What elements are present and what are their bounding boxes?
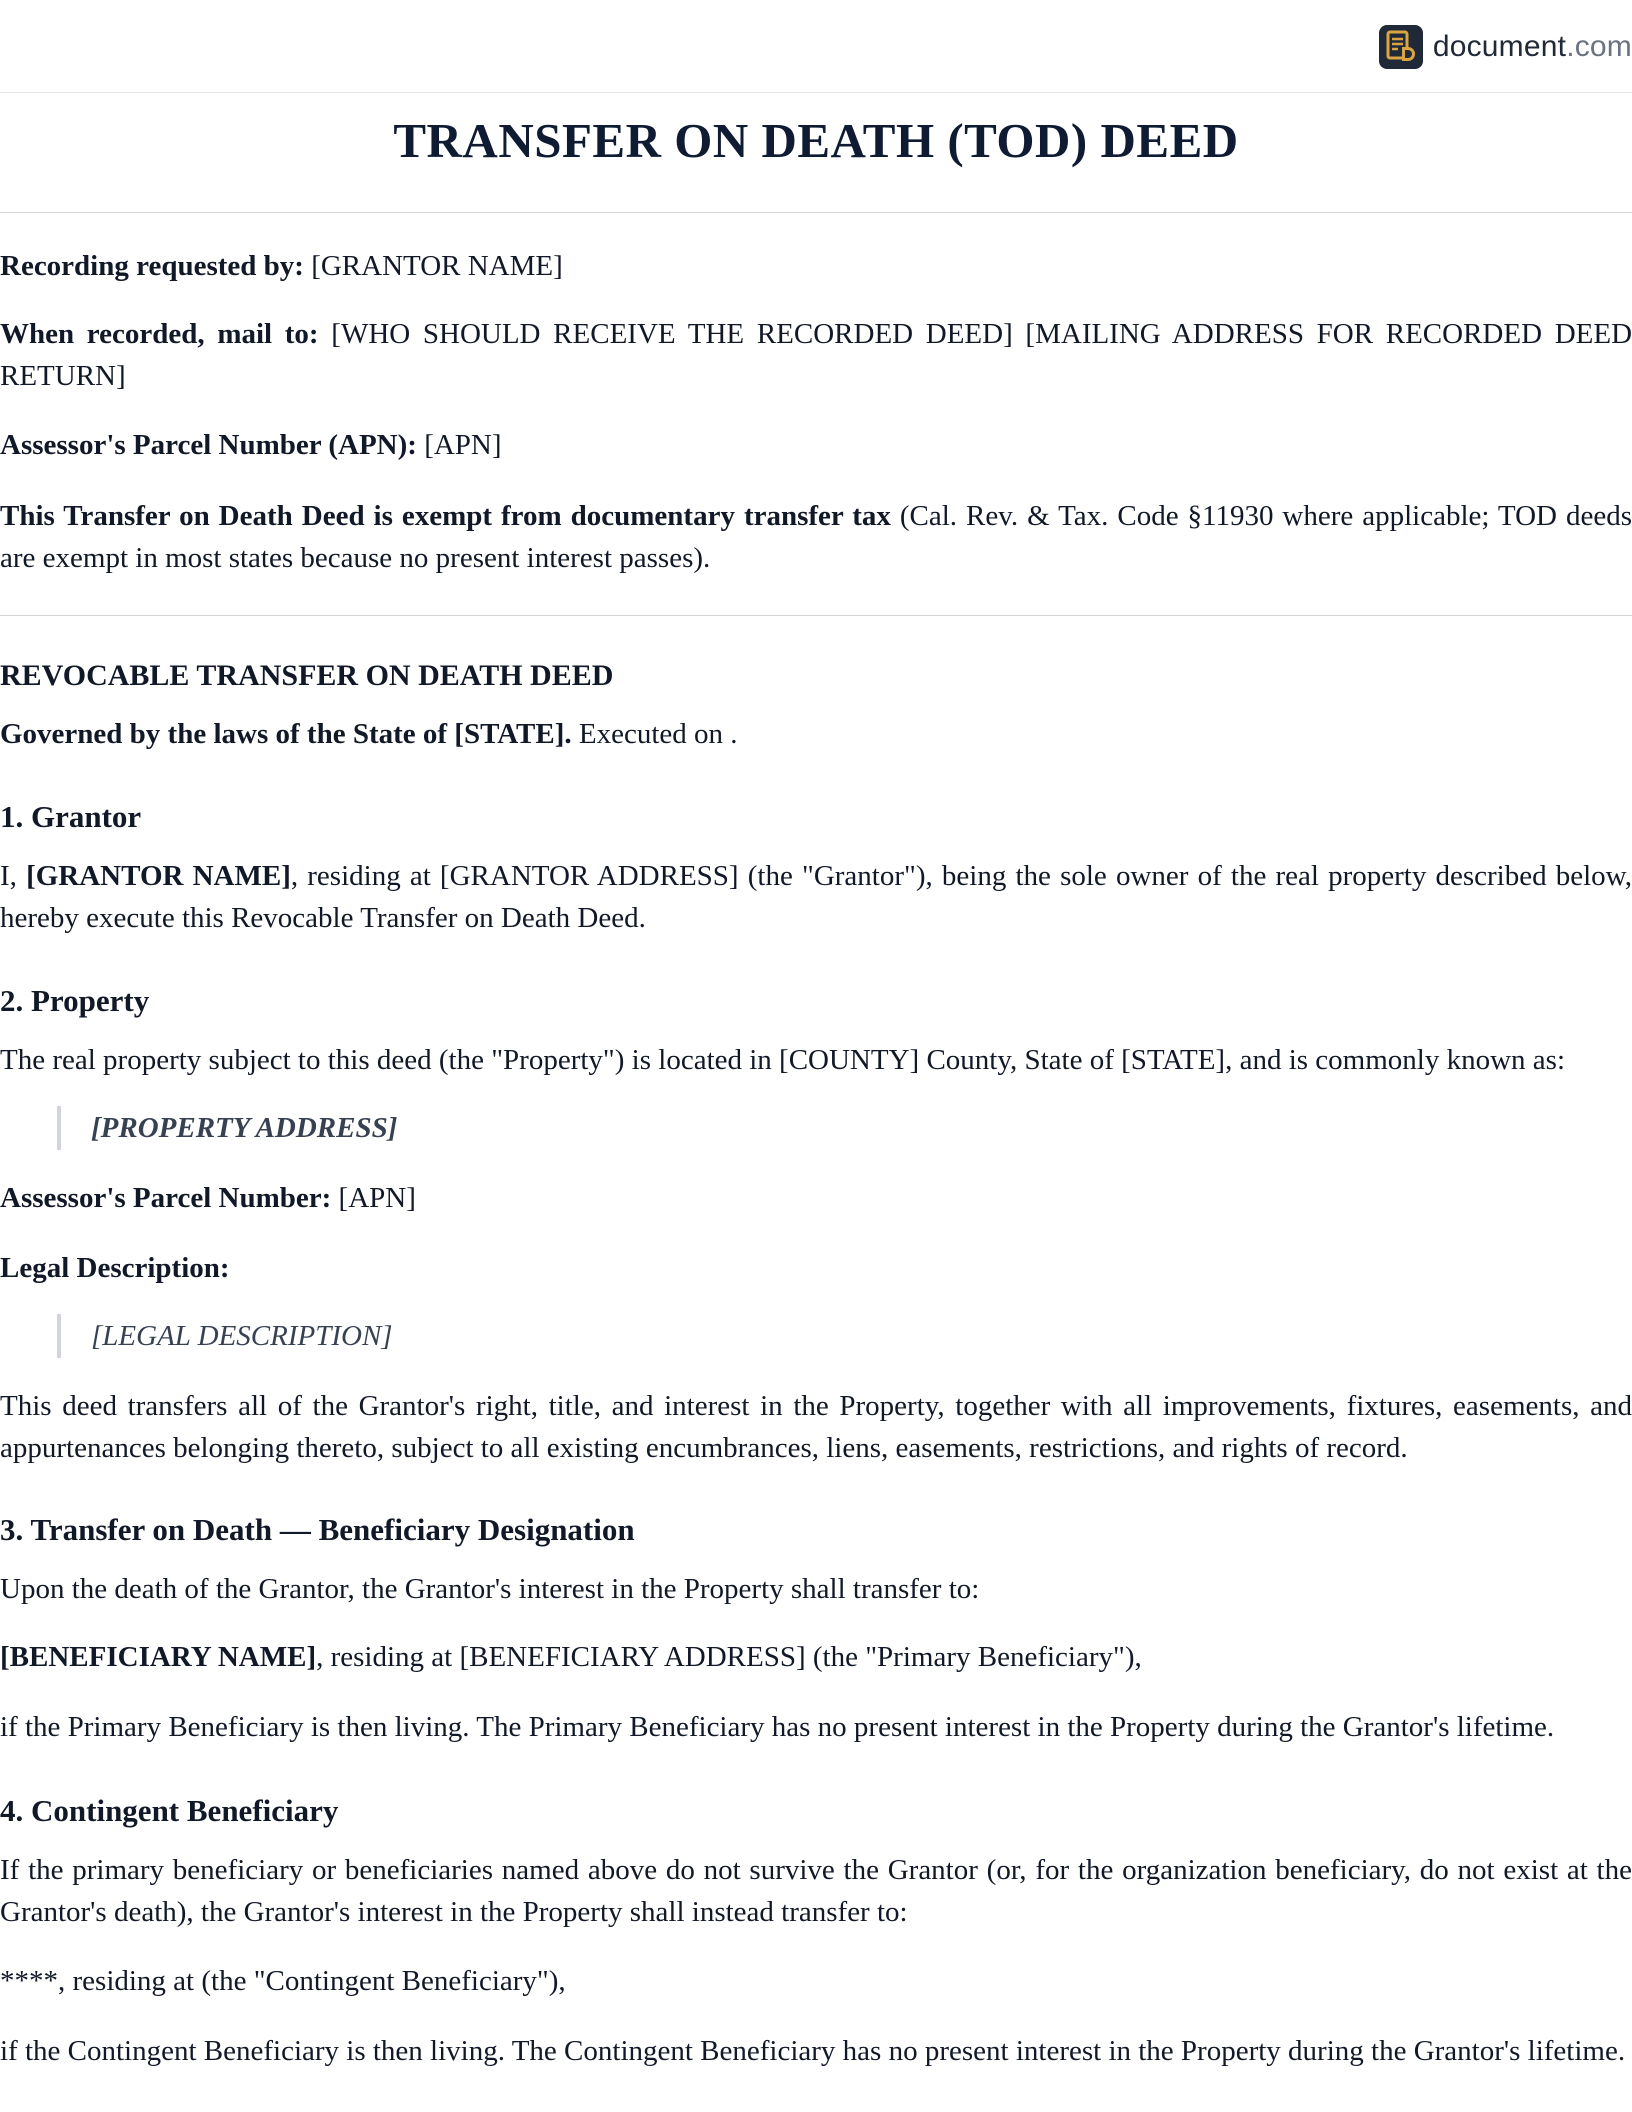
recording-mail-value: [WHO SHOULD RECEIVE THE RECORDED DEED] [MAILING ADDRESS FOR RECORDED DEED RETURN] <box>0 318 1632 392</box>
governing-law-label: Governed by the laws of the State of [STATE]. <box>0 718 572 750</box>
brand-name: document <box>1432 30 1567 63</box>
recording-apn-label: Assessor's Parcel Number (APN): <box>0 429 417 461</box>
section-property-heading: 2. Property <box>0 983 150 1018</box>
brand-tld: .com <box>1566 30 1632 63</box>
recording-divider <box>0 615 1632 616</box>
legal-description-quote: [LEGAL DESCRIPTION] <box>57 1314 1591 1358</box>
property-address-quote: [PROPERTY ADDRESS] <box>57 1106 1591 1150</box>
property-apn-label: Assessor's Parcel Number: <box>0 1182 332 1214</box>
property-apn <box>0 1177 1632 1219</box>
brand-header[interactable] <box>1379 22 1632 72</box>
governing-law-value: Executed on . <box>571 718 738 750</box>
recording-requested-label: Recording requested by: <box>0 250 304 282</box>
deed-heading: REVOCABLE TRANSFER ON DEATH DEED <box>0 659 614 692</box>
section-beneficiary-heading: 3. Transfer on Death — Beneficiary Designation <box>0 1512 635 1547</box>
brand-wordmark <box>1433 30 1632 64</box>
beneficiary-designation <box>0 1636 1632 1678</box>
recording-requested-by <box>0 245 1632 287</box>
legal-description-label-text: Legal Description: <box>0 1252 230 1284</box>
contingent-condition: if the Contingent Beneficiary is then living. The Contingent Beneficiary has no present interest in the Property during the Grantor's lifetime. <box>0 2035 1626 2067</box>
property-intro: The real property subject to this deed (the "Property") is located in [COUNTY] County, State of [STATE], and is commonly known as: <box>0 1044 1566 1076</box>
document-title: TRANSFER ON DEATH (TOD) DEED <box>393 113 1239 168</box>
property-apn-value: [APN] <box>331 1182 416 1214</box>
beneficiary-details: , residing at [BENEFICIARY ADDRESS] (the "Primary Beneficiary"), <box>316 1641 1142 1673</box>
contingent-designee: ****, residing at (the "Contingent Beneficiary"), <box>0 1965 566 1997</box>
tax-exemption-statement <box>0 495 1632 579</box>
beneficiary-intro: Upon the death of the Grantor, the Grantor's interest in the Property shall transfer to: <box>0 1573 980 1605</box>
legal-description-label <box>0 1247 1632 1289</box>
recording-requested-value: [GRANTOR NAME] <box>303 250 563 282</box>
section-contingent-heading: 4. Contingent Beneficiary <box>0 1793 339 1828</box>
grantor-details: , residing at [GRANTOR ADDRESS] (the "Grantor"), being the sole owner of the real property described below, hereby execute this Revocable Transfer on Death Deed. <box>0 860 1632 934</box>
section-grantor-heading: 1. Grantor <box>0 799 142 834</box>
grantor-prefix: I, <box>0 860 27 892</box>
tax-exemption-value: (Cal. Rev. & Tax. Code §11930 where applicable; TOD deeds are exempt in most states because no present interest passes). <box>0 500 1632 574</box>
document-logo-icon <box>1379 25 1423 69</box>
tax-exemption-label: This Transfer on Death Deed is exempt from documentary transfer tax <box>0 500 891 532</box>
header-divider <box>0 92 1632 93</box>
recording-apn-value: [APN] <box>416 429 502 461</box>
title-divider <box>0 212 1632 213</box>
contingent-intro: If the primary beneficiary or beneficiaries named above do not survive the Grantor (or, for the organization beneficiary, do not exist at the Grantor's death), the Grantor's interest in the Property shall instead transfer to: <box>0 1854 1632 1928</box>
property-transfer-text: This deed transfers all of the Grantor's right, title, and interest in the Property, together with all improvements, fixtures, easements, and appurtenances belonging thereto, subject to all existing encumbrances, liens, easements, restrictions, and rights of record. <box>0 1390 1632 1464</box>
recording-mail-label: When recorded, mail to: <box>0 318 319 350</box>
beneficiary-condition: if the Primary Beneficiary is then living. The Primary Beneficiary has no present interest in the Property during the Grantor's lifetime. <box>0 1711 1555 1743</box>
recording-mail-to <box>0 313 1632 397</box>
governing-law <box>0 713 1632 755</box>
beneficiary-name: [BENEFICIARY NAME] <box>0 1641 317 1673</box>
section-grantor-text <box>0 855 1632 939</box>
recording-apn <box>0 424 1632 466</box>
grantor-name: [GRANTOR NAME] <box>26 860 291 892</box>
